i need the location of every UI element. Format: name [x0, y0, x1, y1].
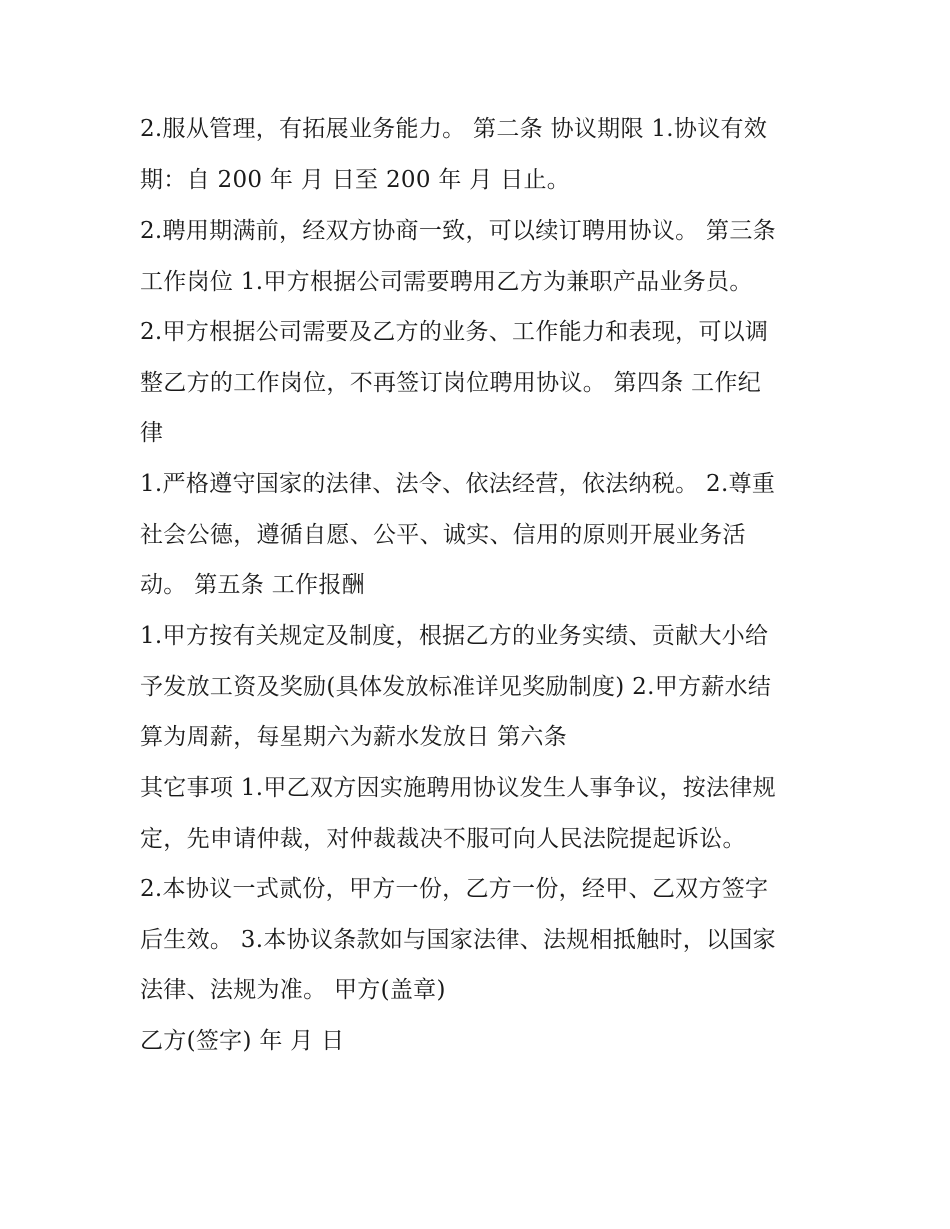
text-line: 法律、法规为准。 甲方(盖章) [140, 977, 446, 1003]
text-line: 律 [140, 420, 164, 446]
text-line: 乙方(签字) 年 月 日 [140, 1028, 345, 1054]
text-line: 2.甲方根据公司需要及乙方的业务、工作能力和表现，可以调 [140, 319, 769, 345]
text-line: 2.本协议一式贰份，甲方一份，乙方一份，经甲、乙双方签字 [140, 876, 769, 902]
text-line: 算为周薪，每星期六为薪水发放日 第六条 [140, 724, 568, 750]
text-line: 期：自 200 年 月 日至 200 年 月 日止。 [140, 167, 571, 193]
text-line: 1.甲方按有关规定及制度，根据乙方的业务实绩、贡献大小给 [140, 623, 769, 649]
text-line: 社会公德，遵循自愿、公平、诚实、信用的原则开展业务活 [140, 522, 746, 548]
text-line: 后生效。 3.本协议条款如与国家法律、法规相抵触时，以国家 [140, 927, 776, 953]
text-line: 其它事项 1.甲乙双方因实施聘用协议发生人事争议，按法律规 [140, 775, 776, 801]
text-line: 工作岗位 1.甲方根据公司需要聘用乙方为兼职产品业务员。 [140, 269, 753, 295]
text-line: 定，先申请仲裁，对仲裁裁决不服可向人民法院提起诉讼。 [140, 826, 746, 852]
text-line: 动。 第五条 工作报酬 [140, 572, 365, 598]
text-line: 1.严格遵守国家的法律、法令、依法经营，依法纳税。 2.尊重 [140, 471, 776, 497]
text-line: 2.聘用期满前，经双方协商一致，可以续订聘用协议。 第三条 [140, 218, 776, 244]
text-line: 予发放工资及奖励(具体发放标准详见奖励制度) 2.甲方薪水结 [140, 674, 772, 700]
text-line: 2.服从管理，有拓展业务能力。 第二条 协议期限 1.协议有效 [140, 116, 768, 142]
text-line: 整乙方的工作岗位，不再签订岗位聘用协议。 第四条 工作纪 [140, 370, 762, 396]
